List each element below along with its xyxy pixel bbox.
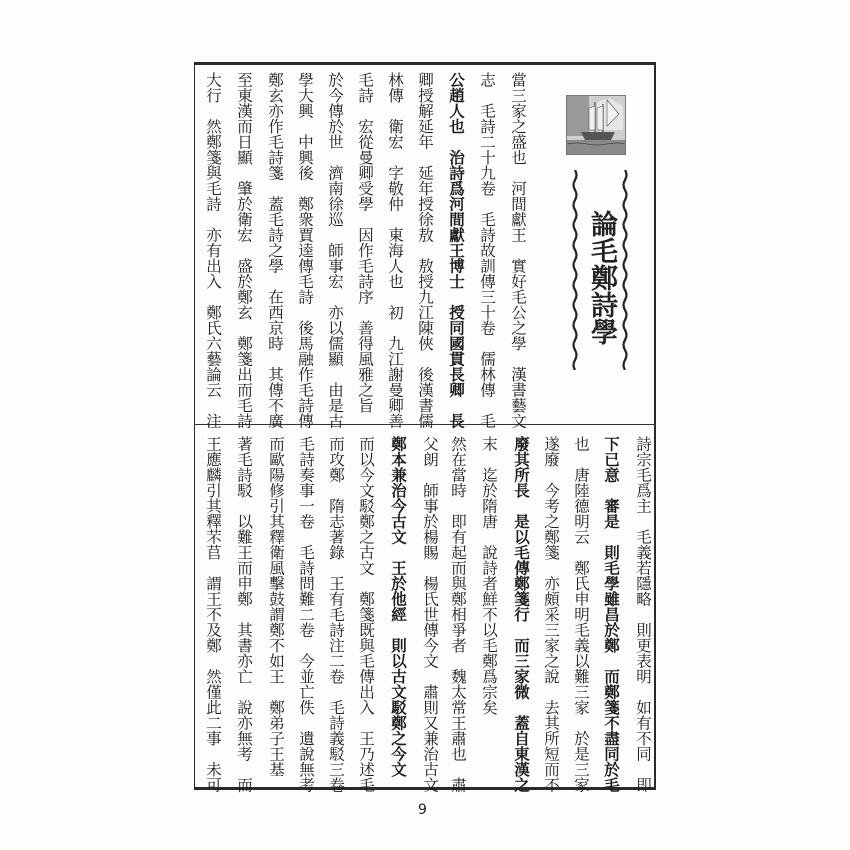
text-column: 公趙人也 治詩爲河間獻王博士 授同國貫長卿 長 [447,72,466,429]
page-number: 9 [418,802,427,818]
text-column: 學大興 中興後 鄭衆賈逵傳毛詩 後馬融作毛詩傳 [296,72,314,429]
text-column: 毛詩 宏從曼卿受學 因作毛詩序 善得風雅之旨 [356,72,374,413]
wavy-border-right [622,170,628,370]
text-column: 而以今文駁鄭之古文 鄭箋既與毛傳出入 王乃述毛 [357,436,375,793]
text-column: 王應麟引其釋芣苢 謂王不及鄭 然僅此二事 未可 [204,436,222,793]
text-column: 而攻鄭 隋志著錄 王有毛詩注二卷 毛詩義駁三卷 [327,436,345,793]
text-column: 大行 然鄭箋與毛詩 亦有出入 鄭氏六藝論云 注 [204,72,222,429]
text-column: 而歐陽修引其釋衛風擊鼓謂鄭不如王 鄭弟子王基 [267,436,285,777]
text-column: 至東漢而日顯 肇於衛宏 盛於鄭玄 鄭箋出而毛詩 [235,72,253,429]
wavy-border-left [572,170,578,370]
article-title: 論毛鄭詩學 [586,210,617,345]
text-column: 末 迄於隋唐 說詩者鮮不以毛鄭爲宗矣 [480,436,498,715]
title-box [558,170,640,370]
text-column: 遂廢 今考之鄭箋 亦頗采三家之說 去其所短而不 [542,436,560,793]
text-column: 下已意 審是 則毛學雖昌於鄭 而鄭箋不盡同於毛 [602,436,621,793]
text-column: 詩宗毛爲主 毛義若隱略 則更表明 如有不同 即 [634,436,652,793]
text-column: 著毛詩駁 以難王而申鄭 其書亦亡 說亦無考 而 [235,436,253,793]
text-column: 志 毛詩二十九卷 毛詩故訓傳三十卷 儒林傳 毛 [478,72,496,429]
text-column: 鄭本兼治今古文 王於他經 則以古文駁鄭之今文 [389,436,408,777]
text-column: 於今傳於世 濟南徐巡 師事宏 亦以儒顯 由是古 [326,72,344,429]
text-column: 父朗 師事於楊賜 楊氏世傳今文 肅則又兼治古文 [421,436,439,793]
text-column: 毛詩奏事一卷 毛詩問難二卷 今並亡佚 遺說無考 [297,436,315,793]
text-column: 卿授解延年 延年授徐敖 敖授九江陳俠 後漢書儒 [416,72,434,429]
text-column: 廢其所長 是以毛傳鄭箋行 而三家微 蓋自東漢之 [512,436,531,793]
text-column: 林傳 衛宏 字敬仲 東海人也 初 九江謝曼卿善 [386,72,404,429]
text-column: 鄭玄亦作毛詩箋 蓋毛詩之學 在西京時 其傳不廣 [266,72,284,429]
text-column: 然在當時 即有起而與鄭相爭者 魏太常王肅也 肅 [449,436,467,793]
ship-illustration-icon [566,95,626,155]
text-column: 當三家之盛也 河間獻王 實好毛公之學 漢書藝文 [509,72,527,429]
text-column: 也 唐陸德明云 鄭氏申明毛義以難三家 於是三家 [572,436,590,793]
